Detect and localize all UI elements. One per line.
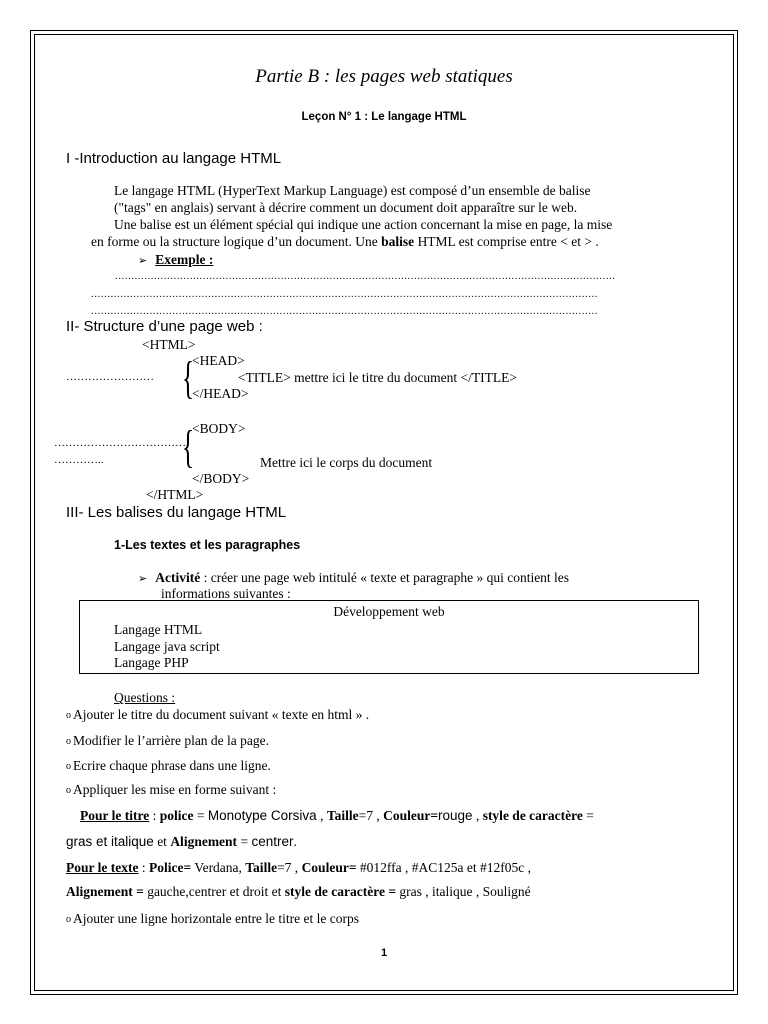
dotted-line-2: ............................................................................................................................................................ <box>91 288 598 300</box>
alignment-label: Alignement <box>170 834 238 849</box>
question-4 <box>66 782 276 798</box>
code-body-close: </BODY> <box>192 471 250 486</box>
question-5 <box>66 911 359 927</box>
alignment-label: Alignement = <box>66 884 144 899</box>
style-label: style de caractère = <box>284 884 397 899</box>
section3-heading: III- Les balises du langage HTML <box>66 504 287 521</box>
alignment-values: gauche,centrer et droit et <box>143 884 285 899</box>
style-value: gras et italique <box>66 834 154 849</box>
question-1 <box>66 707 369 723</box>
bullet-icon: o <box>66 761 71 772</box>
head-brace-icon: { <box>182 352 195 403</box>
example-label: Exemple : <box>155 252 214 267</box>
document-title: Partie B : les pages web statiques <box>255 66 513 87</box>
section2-heading: II- Structure d’une page web : <box>66 318 263 335</box>
alignment-value: centrer <box>251 834 294 849</box>
text-fragment: , <box>316 808 327 823</box>
text-format-line-1 <box>66 860 694 876</box>
head-dots: …………………… <box>66 371 154 383</box>
code-html-close: </HTML> <box>146 487 204 502</box>
question-3 <box>66 758 271 774</box>
question-1-text: Ajouter le titre du document suivant « texte en html » . <box>73 707 370 722</box>
code-body-open: <BODY> <box>192 421 246 436</box>
activity-line-2: informations suivantes : <box>161 586 291 601</box>
box-item: Langage HTML <box>114 622 203 637</box>
dotted-line-1: .......................................................................................................................................................... <box>115 270 616 282</box>
question-4-text: Appliquer les mise en forme suivant : <box>73 782 277 797</box>
text-fragment: , <box>472 808 483 823</box>
font-value: Monotype Corsiva <box>207 808 317 823</box>
intro-line-4-end: HTML est comprise entre < et > . <box>414 234 599 249</box>
text-fragment: . <box>293 834 297 849</box>
color-values: #012ffa , #AC125a et #12f05c , <box>356 860 531 875</box>
text-fragment: : <box>149 808 160 823</box>
bullet-icon: o <box>66 914 71 925</box>
police-label: police <box>159 808 194 823</box>
text-fragment: =7 , <box>358 808 384 823</box>
intro-line-4-text: en forme ou la structure logique d’un document. Une <box>91 234 382 249</box>
bullet-icon: o <box>66 736 71 747</box>
taille-label: Taille <box>245 860 278 875</box>
text-fragment: =7 , <box>277 860 302 875</box>
title-format-line-1 <box>80 808 694 824</box>
section1-heading: I -Introduction au langage HTML <box>66 150 282 167</box>
color-value: rouge <box>438 808 473 823</box>
question-3-text: Ecrire chaque phrase dans une ligne. <box>73 758 271 773</box>
intro-line-2: ("tags" en anglais) servant à décrire comment un document doit apparaître sur le web. <box>114 200 578 215</box>
question-5-text: Ajouter une ligne horizontale entre le titre et le corps <box>73 911 360 926</box>
couleur-label: Couleur= <box>383 808 439 823</box>
style-values: gras , italique , Souligné <box>396 884 531 899</box>
text-format-line-2 <box>66 884 531 900</box>
arrow-bullet-icon: ➢ <box>138 255 148 267</box>
style-label: style de caractère <box>482 808 583 823</box>
text-fragment: = <box>582 808 594 823</box>
body-dots-2: ………….. <box>54 454 104 466</box>
text-format-label: Pour le texte <box>66 860 139 875</box>
activity-label: Activité <box>155 570 201 585</box>
body-brace-icon: { <box>182 421 195 472</box>
activity-text-1: : créer une page web intitulé « texte et paragraphe » qui contient les <box>200 570 570 585</box>
text-fragment: : <box>138 860 149 875</box>
text-fragment: = <box>193 808 208 823</box>
questions-label: Questions : <box>114 690 176 705</box>
code-title-line: <TITLE> mettre ici le titre du document </TITLE> <box>238 370 517 385</box>
box-item: Langage PHP <box>114 655 189 670</box>
box-title: Développement web <box>333 604 445 619</box>
bullet-icon: o <box>66 710 71 721</box>
couleur-label: Couleur= <box>301 860 357 875</box>
lesson-subtitle: Leçon N° 1 : Le langage HTML <box>301 111 467 123</box>
question-2-text: Modifier le l’arrière plan de la page. <box>73 733 270 748</box>
intro-line-3: Une balise est un élément spécial qui indique une action concernant la mise en page, la mise <box>114 217 613 232</box>
text-fragment: = <box>237 834 252 849</box>
code-html-open: <HTML> <box>142 337 196 352</box>
intro-line-4 <box>91 233 599 251</box>
question-2 <box>66 733 269 749</box>
box-item: Langage java script <box>114 639 220 654</box>
taille-label: Taille <box>326 808 359 823</box>
code-head-open: <HEAD> <box>192 353 245 368</box>
intro-balise-bold: balise <box>381 234 415 249</box>
police-label: Police= <box>149 860 192 875</box>
title-format-line-2 <box>66 834 297 850</box>
dotted-line-3: ............................................................................................................................................................ <box>91 305 598 317</box>
intro-line-1: Le langage HTML (HyperText Markup Language) est composé d’un ensemble de balise <box>114 183 591 198</box>
body-dots-1: ………………………………. <box>54 437 189 449</box>
arrow-bullet-icon: ➢ <box>138 573 148 585</box>
bullet-icon: o <box>66 785 71 796</box>
text-fragment: et <box>153 834 171 849</box>
example-row <box>138 251 213 271</box>
title-format-label: Pour le titre <box>80 808 150 823</box>
code-body-content: Mettre ici le corps du document <box>260 455 433 470</box>
page-number: 1 <box>380 947 388 959</box>
subsection-textes-heading: 1-Les textes et les paragraphes <box>114 538 301 552</box>
code-head-close: </HEAD> <box>192 386 249 401</box>
text-fragment: Verdana, <box>191 860 246 875</box>
